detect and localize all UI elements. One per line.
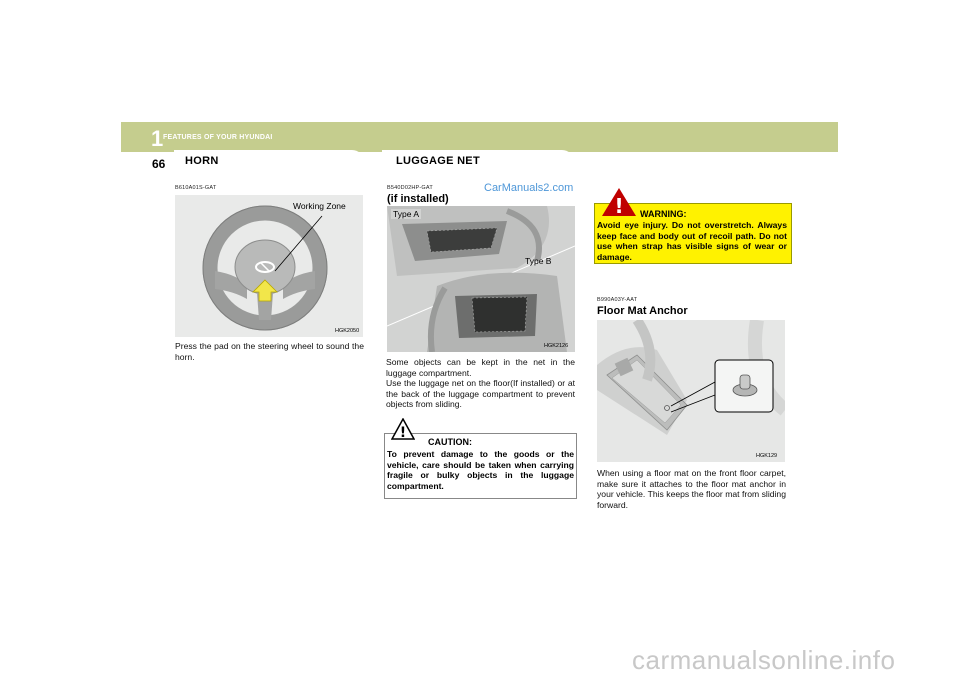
caution-icon xyxy=(391,418,415,440)
horn-title: HORN xyxy=(185,155,219,167)
floor-mat-title: Floor Mat Anchor xyxy=(597,305,688,317)
warning-icon xyxy=(601,187,637,217)
type-a-label: Type A xyxy=(393,209,419,219)
working-zone-label: Working Zone xyxy=(293,201,346,211)
warning-text: Avoid eye injury. Do not overstretch. Always keep face and body out of recoil path. Do not use when strap has visible signs of wear or damage. xyxy=(597,220,787,262)
warning-icon-mark: ! xyxy=(614,194,624,217)
caution-title: CAUTION: xyxy=(428,437,472,447)
watermark: CarManuals2.com xyxy=(484,182,574,194)
caution-text: To prevent damage to the goods or the vehicle, care should be taken when carrying fragile or bulky objects in the luggage compartment. xyxy=(387,449,574,491)
svg-text:!: ! xyxy=(399,425,407,440)
type-b-label: Type B xyxy=(525,256,552,266)
steering-wheel-illustration xyxy=(175,195,363,337)
luggage-image xyxy=(387,206,575,352)
luggage-code: B540D02HP-GAT xyxy=(387,185,433,191)
luggage-paragraph-1: Some objects can be kept in the net in the luggage compartment. xyxy=(386,357,575,378)
footer-watermark: carmanualsonline.info xyxy=(632,645,896,675)
page-number: 66 xyxy=(152,157,166,171)
luggage-subtitle: (if installed) xyxy=(387,193,449,205)
chapter-number: 1 xyxy=(151,126,164,151)
floor-mat-code: B990A03Y-AAT xyxy=(597,297,638,303)
chapter-title: FEATURES OF YOUR HYUNDAI xyxy=(163,134,273,141)
floor-mat-text: When using a floor mat on the front floor carpet, make sure it attaches to the floor mat anchor in your vehicle. This keeps the floor mat from sliding forward. xyxy=(597,468,786,510)
warning-title: WARNING: xyxy=(640,209,687,219)
floor-mat-image-code: HGK129 xyxy=(756,453,778,459)
horn-code: B610A01S-GAT xyxy=(175,185,217,191)
horn-image xyxy=(175,195,363,337)
luggage-paragraph-2: Use the luggage net on the floor(If installed) or at the back of the luggage compartment to prevent objects from sliding. xyxy=(386,378,575,409)
luggage-compartment-illustration xyxy=(387,206,575,352)
horn-image-code: HGK2050 xyxy=(335,328,360,334)
floor-mat-illustration xyxy=(597,320,785,462)
luggage-title: LUGGAGE NET xyxy=(396,155,480,167)
floor-mat-image xyxy=(597,320,785,462)
horn-text: Press the pad on the steering wheel to sound the horn. xyxy=(175,341,364,362)
luggage-image-code: HGK2126 xyxy=(544,343,569,349)
